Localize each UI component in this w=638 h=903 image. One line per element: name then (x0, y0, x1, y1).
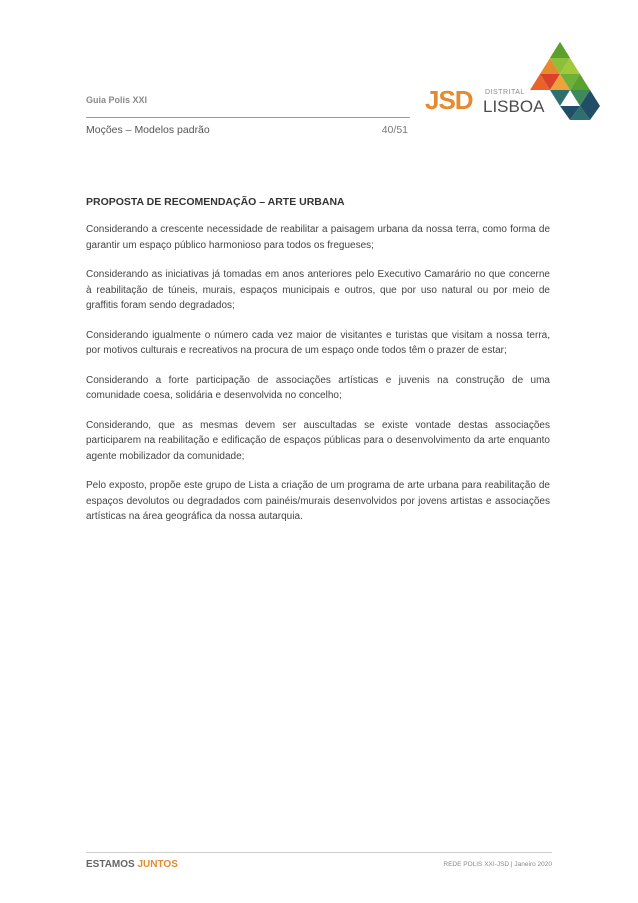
footer-slogan (86, 859, 178, 870)
paragraph-2: Considerando as iniciativas já tomadas em anos anteriores pelo Executivo Camarário no que concerne à reabilitação de túneis, murais, espaços municipais e outros, que por uso natural ou por meio de graffitis foram sendo degradados; (86, 269, 550, 311)
footer-slogan-part2: JUNTOS (137, 859, 178, 870)
document-heading: PROPOSTA DE RECOMENDAÇÃO – ARTE URBANA (86, 196, 345, 208)
logo-lisboa-text: LISBOA (483, 97, 545, 116)
paragraph-4: Considerando a forte participação de associações artísticas e juvenis na construção de uma comunidade coesa, solidária e desenvolvida no concelho; (86, 374, 550, 401)
logo-jsd-text: JSD (425, 85, 473, 115)
footer-right-text: REDE POLIS XXI-JSD | Janeiro 2020 (443, 861, 552, 868)
paragraph-6: Pelo exposto, propõe este grupo de Lista a criação de um programa de arte urbana para reabilitação de espaços devolutos ou degradados com painéis/murais desenvolvidos por jovens artistas e associações artísticas na área geográfica da nossa autarquia. (86, 480, 550, 522)
footer-slogan-part1: ESTAMOS (86, 859, 138, 870)
header-rule (86, 117, 410, 118)
logo-distrital-text: DISTRITAL (485, 89, 525, 96)
guide-title: Guia Polis XXI (86, 95, 148, 105)
paragraph-1: Considerando a crescente necessidade de reabilitar a paisagem urbana da nossa terra, como forma de garantir um espaço público harmonioso para todos os fregueses; (86, 224, 550, 251)
section-title: Moções – Modelos padrão (86, 124, 210, 136)
page-number: 40/51 (381, 124, 408, 136)
paragraph-3: Considerando igualmente o número cada vez maior de visitantes e turistas que visitam a nossa terra, por motivos culturais e recreativos na procura de um espaço onde todos têm o prazer de estar; (86, 329, 550, 356)
jsd-lisboa-logo (425, 40, 600, 122)
document-body (86, 196, 550, 539)
footer-rule (86, 852, 552, 853)
paragraph-5: Considerando, que as mesmas devem ser auscultadas se existe vontade destas associações participarem na reabilitação e edificação de espaços públicas para o desenvolvimento da arte enquanto agente mobilizador da comunidade; (86, 419, 550, 462)
